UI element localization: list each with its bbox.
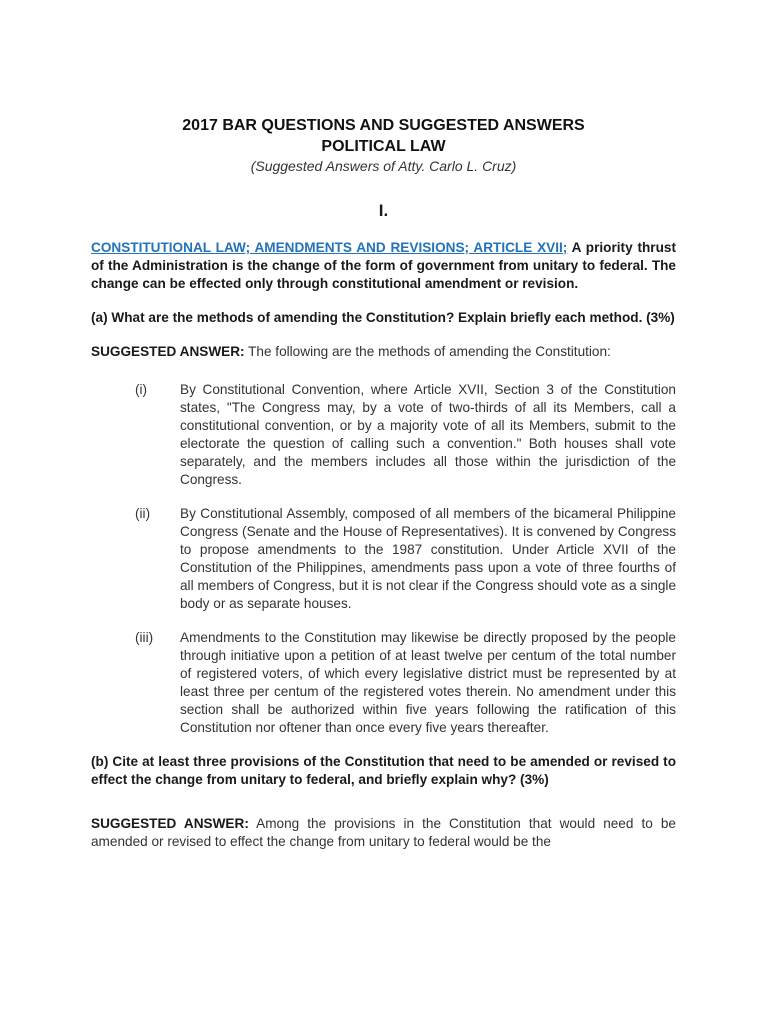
list-item: [91, 629, 676, 737]
section-number: I.: [378, 201, 389, 220]
topic-link[interactable]: CONSTITUTIONAL LAW; AMENDMENTS AND REVISIONS; ARTICLE XVII;: [91, 240, 568, 255]
title-line-2: POLITICAL LAW: [321, 138, 446, 155]
list-item-number: (iii): [135, 630, 154, 645]
section-intro: [91, 239, 676, 293]
methods-list: [91, 381, 676, 737]
list-item-text: By Constitutional Convention, where Article XVII, Section 3 of the Constitution states, "The Congress may, by a vote of two-thirds of all its Members, call a constitutional convention, or by a majority vote of all its Members, submit to the electorate the question of calling such a convention." Both houses shall vote separately, and the members includes all those within the jurisdiction of the Congress.: [180, 382, 676, 487]
list-item-text: By Constitutional Assembly, composed of all members of the bicameral Philippine Congress (Senate and the House of Representatives). It is convened by Congress to propose amendments to the 1987 constitution. Under Article XVII of the Constitution of the Philippines, amendments pass upon a vote of three fourths of all members of Congress, but it is not clear if the Congress should vote as a single body or as separate houses.: [180, 506, 676, 611]
answer-a: [91, 343, 676, 361]
list-item: [91, 381, 676, 489]
answer-b: [91, 815, 676, 851]
document-subtitle: (Suggested Answers of Atty. Carlo L. Cruz): [250, 158, 517, 174]
answer-a-text: The following are the methods of amending the Constitution:: [248, 344, 611, 359]
title-line-1: 2017 BAR QUESTIONS AND SUGGESTED ANSWERS: [182, 117, 585, 134]
question-a: [91, 309, 676, 327]
document-page: [91, 115, 676, 851]
list-item-text: Amendments to the Constitution may likewise be directly proposed by the people through initiative upon a petition of at least twelve per centum of the total number of registered voters, of which every legislative district must be represented by at least three per centum of the registered votes therein. No amendment under this section shall be authorized within five years following the ratification of this Constitution nor oftener than once every five years thereafter.: [180, 630, 676, 735]
intro-text: A priority thrust of the Administration is the change of the form of government from unitary to federal. The change can be effected only through constitutional amendment or revision.: [91, 240, 676, 291]
question-a-label: (a): [91, 310, 108, 325]
document-title: [91, 115, 676, 157]
list-item: [91, 505, 676, 613]
question-a-text: What are the methods of amending the Constitution? Explain briefly each method. (3%): [111, 310, 675, 325]
answer-a-label: SUGGESTED ANSWER:: [91, 344, 245, 359]
list-item-number: (i): [135, 382, 148, 397]
list-item-number: (ii): [135, 506, 151, 521]
answer-b-label: SUGGESTED ANSWER:: [91, 816, 249, 831]
question-b: (b) Cite at least three provisions of the Constitution that need to be amended or revised to effect the change from unitary to federal, and briefly explain why? (3%): [91, 754, 676, 787]
answer-b-text: Among the provisions in the Constitution that would need to be amended or revised to effect the change from unitary to federal would be the: [91, 816, 676, 849]
